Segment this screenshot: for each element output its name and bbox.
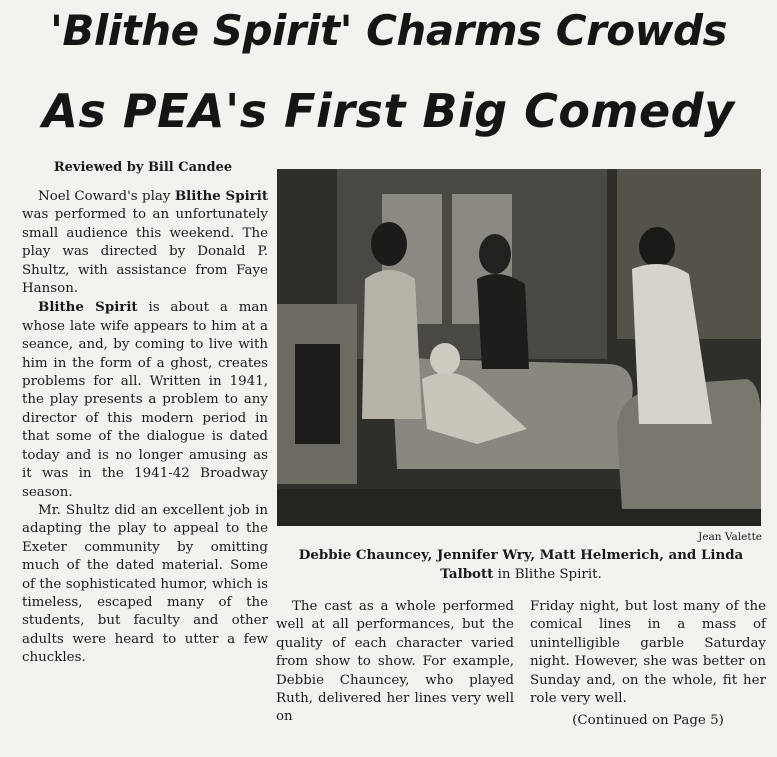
figure-head-2 [479,234,511,274]
photo-credit: Jean Valette [698,531,762,543]
continued-note: (Continued on Page 5) [572,713,724,729]
headline-line-1: 'Blithe Spirit' Charms Crowds [49,6,728,55]
article-column-middle [276,598,514,727]
caption-separator: , and [659,547,701,563]
caption-name: Linda Talbott [440,547,744,582]
text-run: Noel Coward's play [38,189,175,204]
figure-head-3 [430,343,460,375]
headline-line-2: As PEA's First Big Comedy [42,84,735,138]
paragraph-5: Friday night, but lost many of the comical lines in a mass of unintelligible garble Saturday night. However, she was better on Sunday and, on the whole, fit her role very well. [530,599,766,707]
text-run: was performed to an unfortunately small audience this weekend. The play was directed by Donald P. Shultz, with assistance from Faye Hanson. [22,207,268,297]
play-title: Blithe Spirit [174,188,268,204]
caption-name: Debbie Chauncey [298,547,428,563]
text-run: is about a man whose late wife appears to him at a seance, and, by coming to live with him in the form of a ghost, creates problems for all. Written in 1941, the play presents a problem to any director of this modern period in that some of the dialogue is dated today and is no longer amusing as it was in the 1941-42 Broadway season. [22,300,269,500]
figure-head-4 [639,227,675,267]
caption-tail: in Blithe Spirit. [493,567,602,582]
paragraph-2 [22,298,268,501]
play-title: Blithe Spirit [38,299,138,316]
paragraph-1 [22,187,268,298]
article-column-right [530,598,766,731]
stage-photo [277,169,761,526]
fireplace-opening [295,344,340,444]
paragraph-3: Mr. Shultz did an excellent job in adapting the play to appeal to the Exeter community by omitting much of the dated material. Some of the sophisticated humor, which is timeless, escaped many of the students, but faculty and other adults were heard to utter a few chuckles. [22,502,268,666]
figure-dress-1 [362,270,422,419]
byline: Reviewed by Bill Candee [53,160,233,175]
caption-separator: , [530,547,540,563]
article-column-left [22,187,268,668]
caption-name: Matt Helmerich [539,547,660,563]
figure-head-1 [371,222,407,266]
figure-suit-2 [477,274,529,369]
caption-name: Jennifer Wry [436,547,531,563]
paragraph-4: The cast as a whole performed well at all performances, but the quality of each character varied from show to show. For example, Debbie Chauncey, who played Ruth, delivered her lines very well on [276,599,514,725]
stage-photo-image [277,169,761,526]
caption-separator: , [427,547,437,563]
photo-caption [276,546,766,584]
